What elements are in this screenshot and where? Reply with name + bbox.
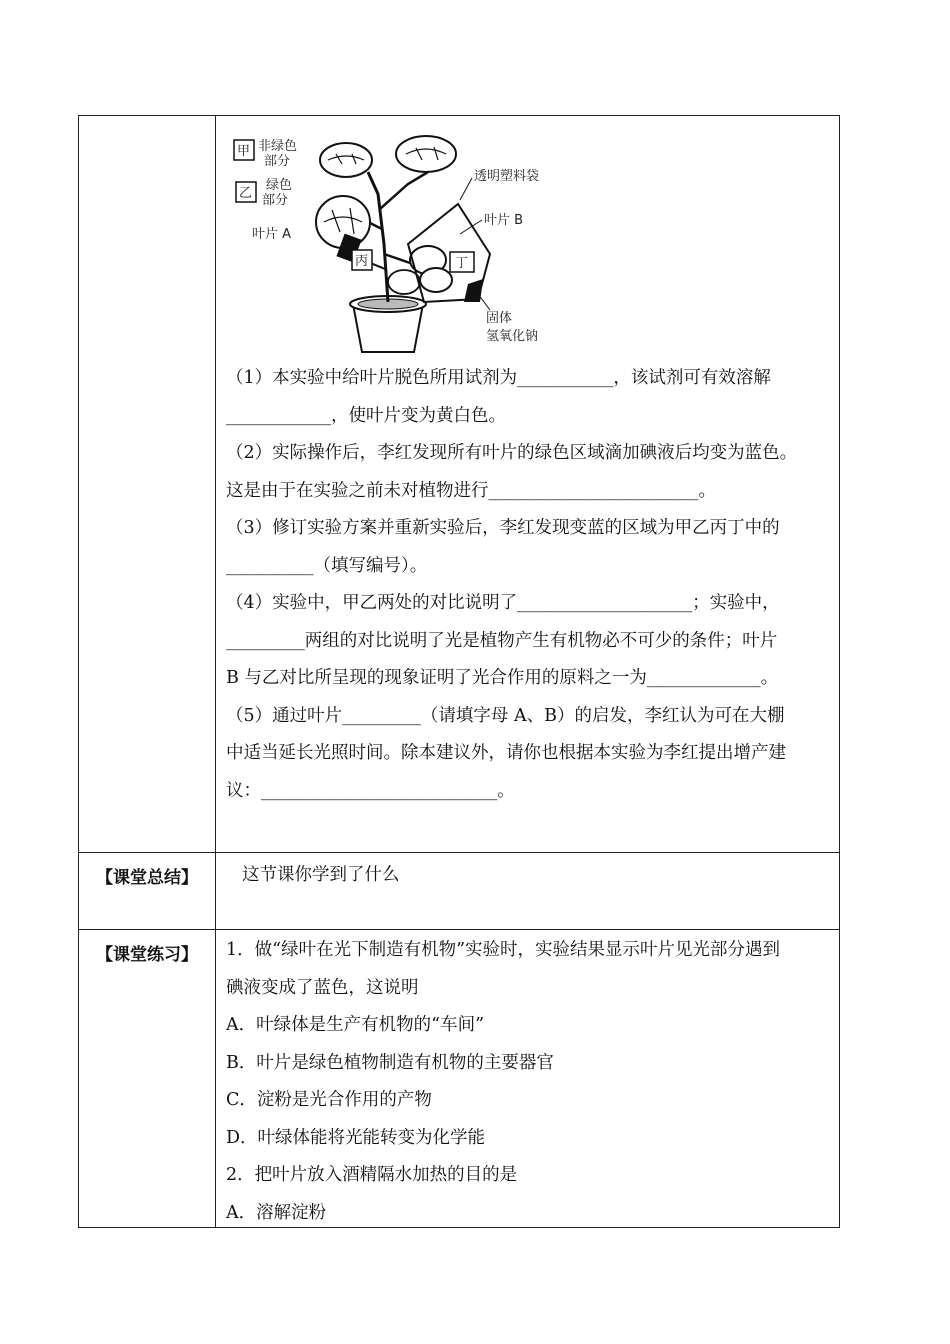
summary-row: [79, 853, 839, 930]
summary-label: 【课堂总结】: [79, 853, 216, 929]
branch-right-top: [380, 172, 428, 209]
question-line: （1）本实验中给叶片脱色所用试剂为___________，该试剂可有效溶解: [226, 368, 771, 388]
practice-option: A．溶解淀粉: [226, 1202, 327, 1223]
practice-option: B．叶片是绿色植物制造有机物的主要器官: [226, 1052, 554, 1073]
label-naoh-1: 固体: [486, 311, 513, 326]
question-line: （5）通过叶片_________（请填字母 A、B）的启发，李红认为可在大棚: [226, 705, 785, 726]
label-non-green-1: 非绿色: [258, 139, 298, 154]
question-line: _________两组的对比说明了光是植物产生有机物必不可少的条件；叶片: [226, 630, 778, 651]
question-line: __________（填写编号）。: [226, 555, 428, 576]
plant-stem: [368, 172, 388, 302]
experiment-label-cell: [79, 116, 216, 852]
label-green-2: 部分: [262, 193, 289, 208]
naoh-solid: [464, 279, 483, 302]
worksheet-table: [78, 115, 840, 1228]
label-leaf-b: 叶片 B: [484, 213, 524, 228]
question-line: （4）实验中，甲乙两处的对比说明了____________________；实验中，: [226, 593, 780, 613]
practice-option: D．叶绿体能将光能转变为化学能: [226, 1127, 486, 1148]
question-line: ____________，使叶片变为黄白色。: [226, 405, 506, 426]
practice-line: 2．把叶片放入酒精隔水加热的目的是: [226, 1165, 518, 1185]
practice-row: [79, 930, 839, 1227]
leaf-inside-bag-2: [420, 268, 452, 292]
label-green-1: 绿色: [266, 178, 293, 193]
practice-option: A．叶绿体是生产有机物的“车间”: [226, 1015, 485, 1035]
label-non-green-2: 部分: [264, 154, 291, 169]
summary-content-cell: [216, 853, 839, 929]
label-leaf-a: 叶片 A: [252, 227, 292, 242]
plant-experiment-diagram: [228, 134, 568, 356]
leaf-top-right: [396, 136, 456, 172]
label-naoh-2: 氢氧化钠: [486, 329, 539, 344]
experiment-content-cell: [216, 116, 839, 852]
label-yi: 乙: [239, 186, 253, 201]
question-line: 中适当延长光照时间。除本建议外，请你也根据本实验为李红提出增产建: [226, 743, 786, 763]
branch-right-low: [384, 254, 413, 264]
question-line: （3）修订实验方案并重新实验后，李红发现变蓝的区域为甲乙丙丁中的: [226, 518, 780, 538]
label-bing: 丙: [355, 254, 369, 269]
leaf-top-left: [320, 143, 372, 177]
practice-label: 【课堂练习】: [79, 930, 216, 1227]
label-jia: 甲: [237, 144, 251, 159]
experiment-row: [79, 116, 839, 853]
practice-content-cell: [216, 930, 839, 1227]
practice-option: C．淀粉是光合作用的产物: [226, 1090, 432, 1110]
question-line: （2）实际操作后，李红发现所有叶片的绿色区域滴加碘液后均变为蓝色。: [226, 443, 798, 463]
label-ding: 丁: [455, 256, 469, 271]
practice-line: 1．做“绿叶在光下制造有机物”实验时，实验结果显示叶片见光部分遇到: [226, 940, 781, 960]
label-plastic-bag: 透明塑料袋: [474, 169, 540, 184]
practice-line: 碘液变成了蓝色，这说明: [226, 977, 419, 998]
summary-text: 这节课你学到了什么: [242, 865, 400, 885]
question-line: 议：___________________________。: [226, 780, 515, 801]
question-line: 这是由于在实验之前未对植物进行________________________。: [226, 480, 716, 501]
question-line: B 与乙对比所呈现的现象证明了光合作用的原料之一为_____________。: [226, 668, 779, 688]
